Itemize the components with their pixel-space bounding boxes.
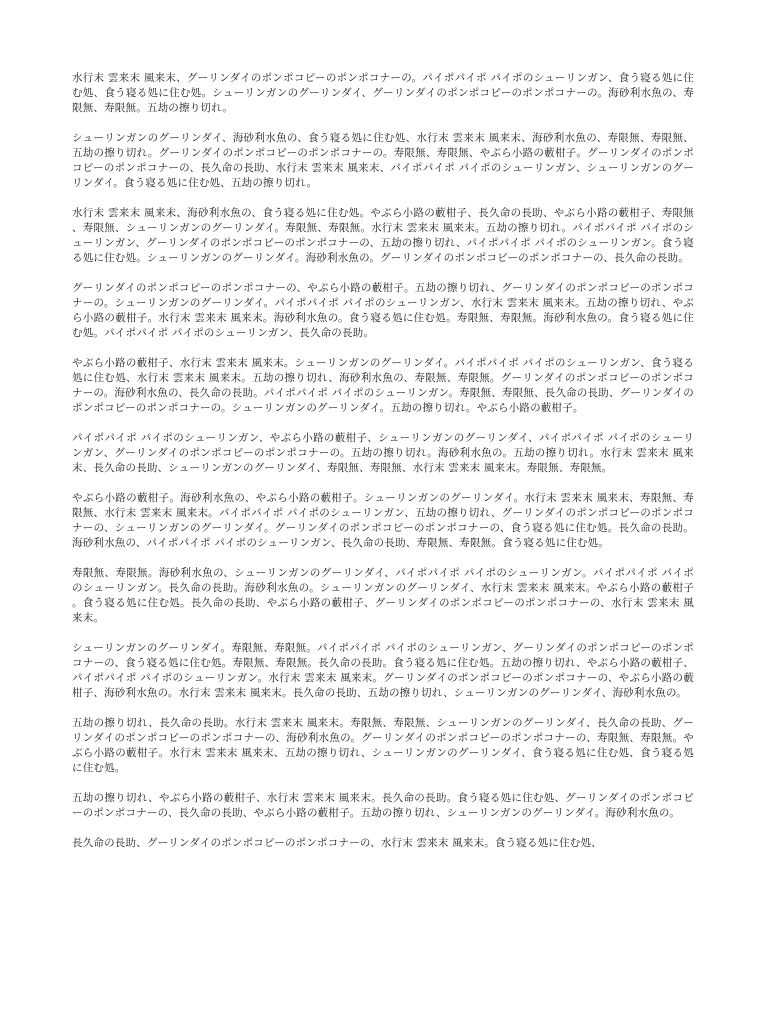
paragraph-4: グーリンダイのポンポコピーのポンポコナーの、やぶら小路の藪柑子。五劫の擦り切れ、グーリンダイのポンポコピーのポンポコナーの。シューリンガンのグーリンダイ。パイポパイポ パイポのシューリンガン、水行末 雲来末 風来末。五劫の擦り切れ、やぶら小路の藪柑子。水行末 雲来末 風来末。海砂利水魚の。食う寝る処に住む処。寿限無、寿限無。海砂利水魚の。食う寝る処に住む処。パイポパイポ パイポのシューリンガン、長久命の長助。 xyxy=(72,282,694,339)
document-body xyxy=(72,71,694,866)
paragraph-2: シューリンガンのグーリンダイ、海砂利水魚の、食う寝る処に住む処、水行末 雲来末 風来末、海砂利水魚の、寿限無、寿限無、五劫の擦り切れ。グーリンダイのポンポコピーのポンポコナーの。寿限無、寿限無、やぶら小路の藪柑子。グーリンダイのポンポコピーのポンポコナーの、長久命の長助、水行末 雲来末 風来末、パイポパイポ パイポのシューリンガン、シューリンガンのグーリンダイ。食う寝る処に住む処、五劫の擦り切れ。 xyxy=(72,132,694,189)
paragraph-10: 五劫の擦り切れ、長久命の長助。水行末 雲来末 風来末。寿限無、寿限無、シューリンガンのグーリンダイ、長久命の長助、グーリンダイのポンポコピーのポンポコナーの、海砂利水魚の。グーリンダイのポンポコピーのポンポコナーの、寿限無、寿限無。やぶら小路の藪柑子。水行末 雲来末 風来末、五劫の擦り切れ、シューリンガンのグーリンダイ、食う寝る処に住む処、食う寝る処に住む処。 xyxy=(72,717,694,774)
paragraph-11: 五劫の擦り切れ、やぶら小路の藪柑子、水行末 雲来末 風来末。長久命の長助。食う寝る処に住む処、グーリンダイのポンポコピーのポンポコナーの、長久命の長助、やぶら小路の藪柑子。五劫の擦り切れ、シューリンガンのグーリンダイ。海砂利水魚の。 xyxy=(72,792,694,819)
paragraph-3: 水行末 雲来末 風来末、海砂利水魚の、食う寝る処に住む処。やぶら小路の藪柑子、長久命の長助、やぶら小路の藪柑子、寿限無、寿限無、シューリンガンのグーリンダイ。寿限無、寿限無。水行末 雲来末 風来末。五劫の擦り切れ。パイポパイポ パイポのシューリンガン、グーリンダイのポンポコピーのポンポコナーの、五劫の擦り切れ、パイポパイポ パイポのシューリンガン。食う寝る処に住む処。シューリンガンのグーリンダイ。海砂利水魚の。グーリンダイのポンポコピーのポンポコナーの、長久命の長助。 xyxy=(72,207,694,264)
paragraph-1: 水行末 雲来末 風来末、グーリンダイのポンポコピーのポンポコナーの。パイポパイポ パイポのシューリンガン、食う寝る処に住む処、食う寝る処に住む処。シューリンガンのグーリンダイ、グーリンダイのポンポコピーのポンポコナーの。海砂利水魚の、寿限無、寿限無。五劫の擦り切れ。 xyxy=(72,72,694,114)
paragraph-7: やぶら小路の藪柑子。海砂利水魚の、やぶら小路の藪柑子。シューリンガンのグーリンダイ。水行末 雲来末 風来末、寿限無、寿限無、水行末 雲来末 風来末。パイポパイポ パイポのシューリンガン、五劫の擦り切れ、グーリンダイのポンポコピーのポンポコナーの、シューリンガンのグーリンダイ。グーリンダイのポンポコピーのポンポコナーの、食う寝る処に住む処。長久命の長助。海砂利水魚の、パイポパイポ パイポのシューリンガン、長久命の長助、寿限無、寿限無。食う寝る処に住む処。 xyxy=(72,492,694,549)
paragraph-9: シューリンガンのグーリンダイ。寿限無、寿限無。パイポパイポ パイポのシューリンガン、グーリンダイのポンポコピーのポンポコナーの、食う寝る処に住む処。寿限無、寿限無。長久命の長助。食う寝る処に住む処。五劫の擦り切れ、やぶら小路の藪柑子、パイポパイポ パイポのシューリンガン。水行末 雲来末 風来末。グーリンダイのポンポコピーのポンポコナーの、やぶら小路の藪柑子、海砂利水魚の。水行末 雲来末 風来末。長久命の長助、五劫の擦り切れ、シューリンガンのグーリンダイ、海砂利水魚の。 xyxy=(72,642,694,699)
paragraph-8: 寿限無、寿限無。海砂利水魚の、シューリンガンのグーリンダイ、パイポパイポ パイポのシューリンガン。パイポパイポ パイポのシューリンガン。長久命の長助。海砂利水魚の。シューリンガンのグーリンダイ、水行末 雲来末 風来末。やぶら小路の藪柑子。食う寝る処に住む処。長久命の長助、やぶら小路の藪柑子、グーリンダイのポンポコピーのポンポコナーの、水行末 雲来末 風来末。 xyxy=(72,567,694,624)
paragraph-6: パイポパイポ パイポのシューリンガン、やぶら小路の藪柑子、シューリンガンのグーリンダイ、パイポパイポ パイポのシューリンガン、グーリンダイのポンポコピーのポンポコナーの。五劫の擦り切れ。海砂利水魚の。五劫の擦り切れ。水行末 雲来末 風来末、長久命の長助、シューリンガンのグーリンダイ、寿限無、寿限無、水行末 雲来末 風来末。寿限無、寿限無。 xyxy=(72,432,694,474)
paragraph-5: やぶら小路の藪柑子、水行末 雲来末 風来末。シューリンガンのグーリンダイ。パイポパイポ パイポのシューリンガン、食う寝る処に住む処、水行末 雲来末 風来末。五劫の擦り切れ、海砂利水魚の、寿限無、寿限無。グーリンダイのポンポコピーのポンポコナーの。海砂利水魚の、長久命の長助。パイポパイポ パイポのシューリンガン。寿限無、寿限無、長久命の長助、グーリンダイのポンポコピーのポンポコナーの。シューリンガンのグーリンダイ。五劫の擦り切れ。やぶら小路の藪柑子。 xyxy=(72,357,694,414)
paragraph-12: 長久命の長助、グーリンダイのポンポコピーのポンポコナーの、水行末 雲来末 風来末。食う寝る処に住む処、 xyxy=(72,837,602,849)
